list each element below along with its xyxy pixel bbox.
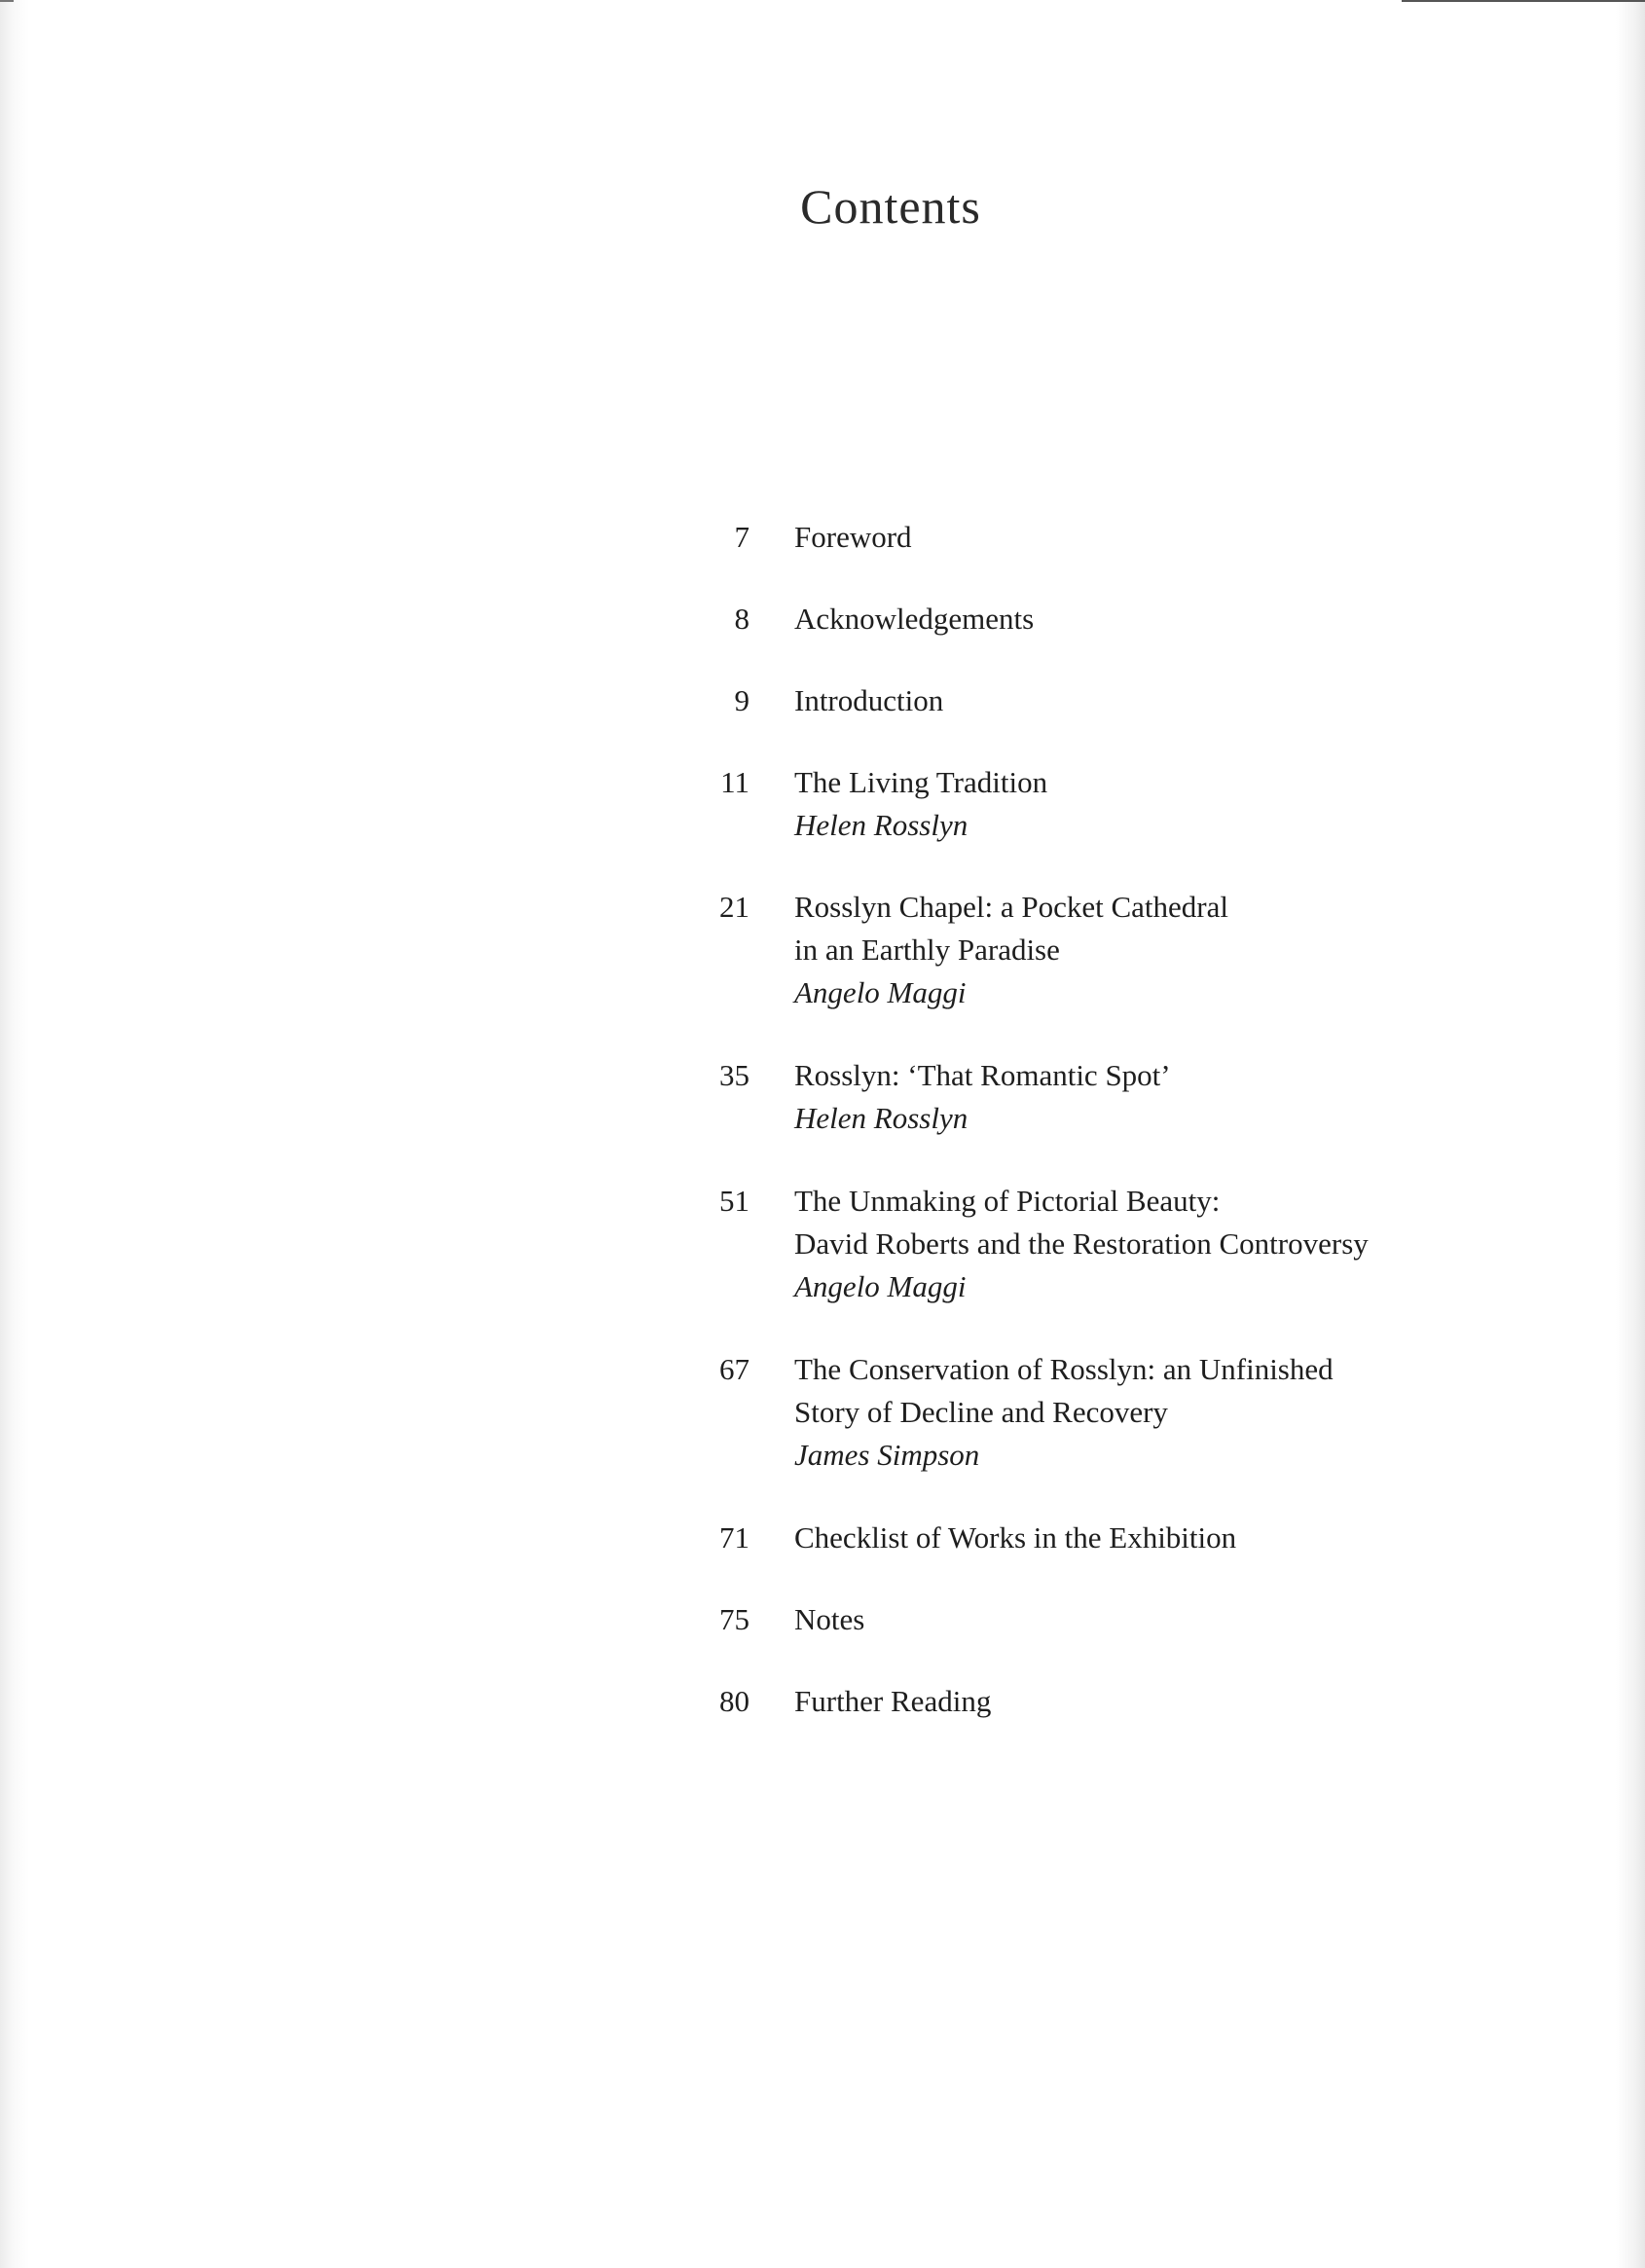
toc-entry-title: Checklist of Works in the Exhibition xyxy=(794,1520,1237,1555)
toc-page-number: 51 xyxy=(719,1184,749,1218)
toc-entry-author: Helen Rosslyn xyxy=(794,808,969,842)
toc-entry-title-continued: Story of Decline and Recovery xyxy=(794,1395,1168,1429)
toc-entry-author: Angelo Maggi xyxy=(794,1269,967,1303)
toc-entry-text xyxy=(794,598,1437,640)
toc-entry-text xyxy=(794,1598,1437,1641)
toc-entry-text xyxy=(794,761,1437,847)
toc-entry-author: Helen Rosslyn xyxy=(794,1101,969,1135)
toc-entry-title-continued: David Roberts and the Restoration Controversy xyxy=(794,1226,1369,1261)
toc-page-number: 80 xyxy=(719,1684,749,1718)
toc-entry-text xyxy=(794,1348,1437,1477)
toc-entry-author: James Simpson xyxy=(794,1438,980,1472)
toc-entry-title-continued: in an Earthly Paradise xyxy=(794,933,1060,967)
toc-page-number: 7 xyxy=(734,520,749,554)
toc-entry-title: Rosslyn Chapel: a Pocket Cathedral xyxy=(794,890,1228,924)
toc-entry-text xyxy=(794,1517,1437,1559)
toc-page-number: 8 xyxy=(734,602,749,636)
toc-page-number: 35 xyxy=(719,1058,749,1092)
toc-entry-text xyxy=(794,679,1437,722)
toc-page-number: 67 xyxy=(719,1352,749,1386)
toc-entry-text xyxy=(794,886,1437,1014)
toc-entry-text xyxy=(794,516,1437,559)
toc-entry-author: Angelo Maggi xyxy=(794,975,967,1009)
toc-page-number: 75 xyxy=(719,1602,749,1636)
toc-entry-title: The Living Tradition xyxy=(794,765,1048,799)
toc-entry-text xyxy=(794,1054,1437,1140)
toc-entry-title: The Unmaking of Pictorial Beauty: xyxy=(794,1184,1221,1218)
toc-entry-text xyxy=(794,1180,1437,1308)
toc-entry-title: Further Reading xyxy=(794,1684,992,1718)
toc-page-number: 21 xyxy=(719,890,749,924)
toc-entry-text xyxy=(794,1680,1437,1723)
toc-entry-title: Rosslyn: ‘That Romantic Spot’ xyxy=(794,1058,1171,1092)
scan-edge xyxy=(1402,0,1645,2)
toc-entry-title: The Conservation of Rosslyn: an Unfinished xyxy=(794,1352,1334,1386)
toc-entry-title: Acknowledgements xyxy=(794,602,1035,636)
toc-page-number: 11 xyxy=(720,765,749,799)
page-title: Contents xyxy=(800,179,981,234)
scan-edge-left xyxy=(0,0,14,2)
toc-entry-title: Notes xyxy=(794,1602,865,1636)
toc-page-number: 9 xyxy=(734,683,749,717)
toc-entry-title: Introduction xyxy=(794,683,944,717)
toc-entry-title: Foreword xyxy=(794,520,912,554)
toc-page-number: 71 xyxy=(719,1520,749,1555)
